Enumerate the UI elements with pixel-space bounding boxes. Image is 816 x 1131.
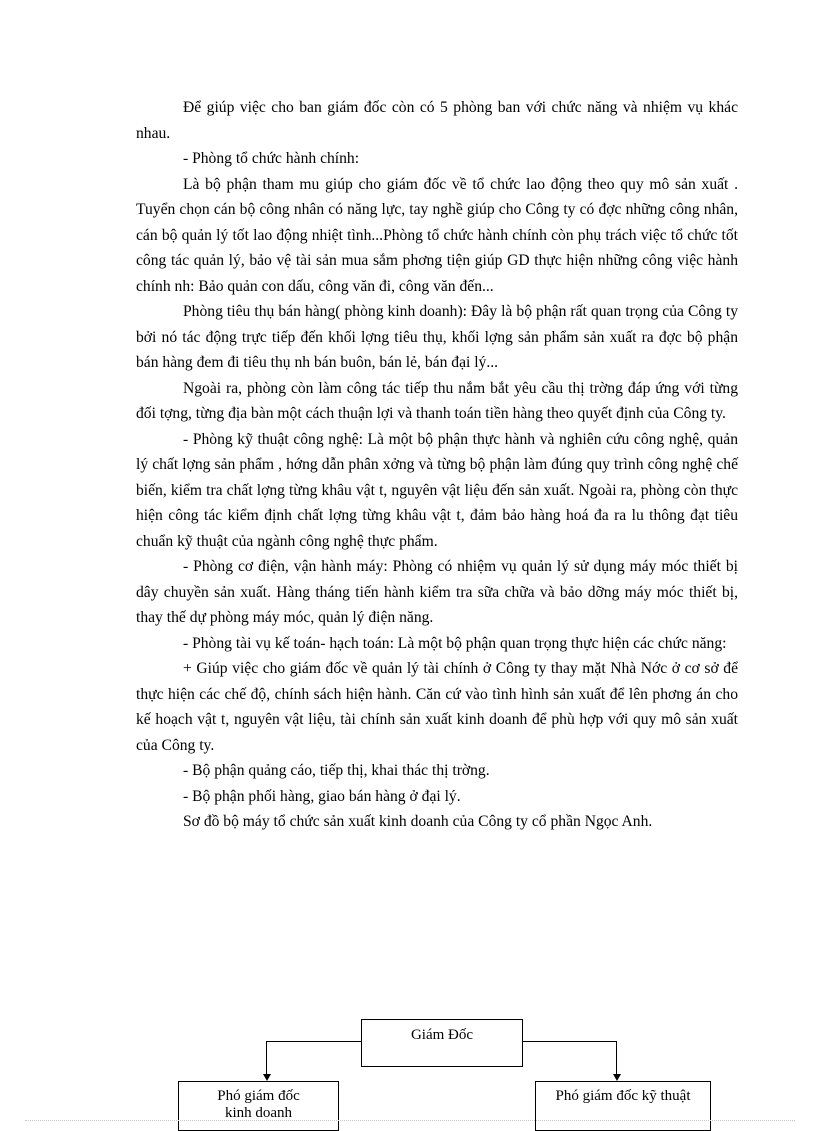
page-bottom-divider: [25, 1120, 795, 1121]
paragraph: Là bộ phận tham mu giúp cho giám đốc về tổ chức lao động theo quy mô sản xuất . Tuyển chọn cán bộ công nhân có năng lực, tay nghề giúp cho Công ty có đợc những công nhân, cán bộ quản lý tốt lao động nhiệt tình...Phòng tổ chức hành chính còn phụ trách việc tổ chức tốt công tác quản lý, bảo vệ tài sản mua sắm phơng tiện giúp GD thực hiện những công việc hành chính nh: Bảo quản con dấu, công văn đi, công văn đến...: [136, 175, 738, 295]
director-label: Giám Đốc: [410, 1027, 474, 1043]
paragraph: Phòng tiêu thụ bán hàng( phòng kinh doanh): Đây là bộ phận rất quan trọng của Công ty bởi nó tác động trực tiếp đến khối lợng tiêu thụ, khối lợng sản phẩm sản xuất ra đợc bộ phận bán hàng đem đi tiêu thụ nh bán buôn, bán lẻ, bán đại lý...: [136, 303, 738, 371]
director-box: [361, 1019, 523, 1067]
deputy-business-box: [178, 1081, 339, 1131]
arrow-down-icon: [613, 1074, 621, 1081]
paragraph: - Bộ phận phối hàng, giao bán hàng ở đại lý.: [183, 787, 461, 805]
paragraph: + Giúp việc cho giám đốc về quản lý tài chính ở Công ty thay mặt Nhà Nớc ở cơ sở để thực hiện các chế độ, chính sách hiện hành. Căn cứ vào tình hình sản xuất để lên phơng án cho kế hoạch vật t, nguyên vật liệu, tài chính sản xuất kinh doanh để phù hợp với quy mô sản xuất của Công ty.: [136, 660, 738, 754]
paragraph: - Phòng tổ chức hành chính:: [183, 150, 360, 167]
paragraph: - Phòng kỹ thuật công nghệ: Là một bộ phận thực hành và nghiên cứu công nghệ, quản lý chất lợng sản phẩm , hớng dẫn phân xởng và từng bộ phận làm đúng quy trình công nghệ chế biến, kiểm tra chất lợng từng khâu vật t, nguyên vật liệu đến sản xuất. Ngoài ra, phòng còn thực hiện công tác kiểm định chất lợng từng khâu vật t, đảm bảo hàng hoá đa ra lu thông đạt tiêu chuẩn kỹ thuật của ngành công nghệ thực phẩm.: [136, 430, 738, 550]
paragraph: Sơ đồ bộ máy tổ chức sản xuất kinh doanh của Công ty cổ phần Ngọc Anh.: [183, 813, 653, 830]
connector-line-left-vertical: [266, 1041, 267, 1074]
paragraph: - Phòng cơ điện, vận hành máy: Phòng có nhiệm vụ quản lý sử dụng máy móc thiết bị dây chuyền sản xuất. Hàng tháng tiến hành kiểm tra sữa chữa và bảo dỡng máy móc thiết bị, thay thế dự phòng máy móc, quản lý điện năng.: [136, 558, 738, 626]
arrow-down-icon: [263, 1074, 271, 1081]
connector-line-right-vertical: [616, 1041, 617, 1074]
connector-line-right: [523, 1041, 616, 1042]
body-text: [136, 95, 738, 835]
deputy-technical-label: Phó giám đốc kỹ thuật: [555, 1088, 691, 1104]
paragraph: Để giúp việc cho ban giám đốc còn có 5 phòng ban với chức năng và nhiệm vụ khác nhau.: [136, 99, 738, 142]
deputy-technical-box: [535, 1081, 711, 1131]
deputy-business-label: Phó giám đốc kinh doanh: [217, 1088, 300, 1121]
paragraph: Ngoài ra, phòng còn làm công tác tiếp thu nắm bắt yêu cầu thị trờng đáp ứng với từng đối tợng, từng địa bàn một cách thuận lợi và thanh toán tiền hàng theo quyết định của Công ty.: [136, 379, 738, 422]
connector-line-left: [266, 1041, 361, 1042]
paragraph: - Phòng tài vụ kế toán- hạch toán: Là một bộ phận quan trọng thực hiện các chức năng:: [183, 634, 727, 652]
paragraph: - Bộ phận quảng cáo, tiếp thị, khai thác thị trờng.: [183, 762, 490, 779]
